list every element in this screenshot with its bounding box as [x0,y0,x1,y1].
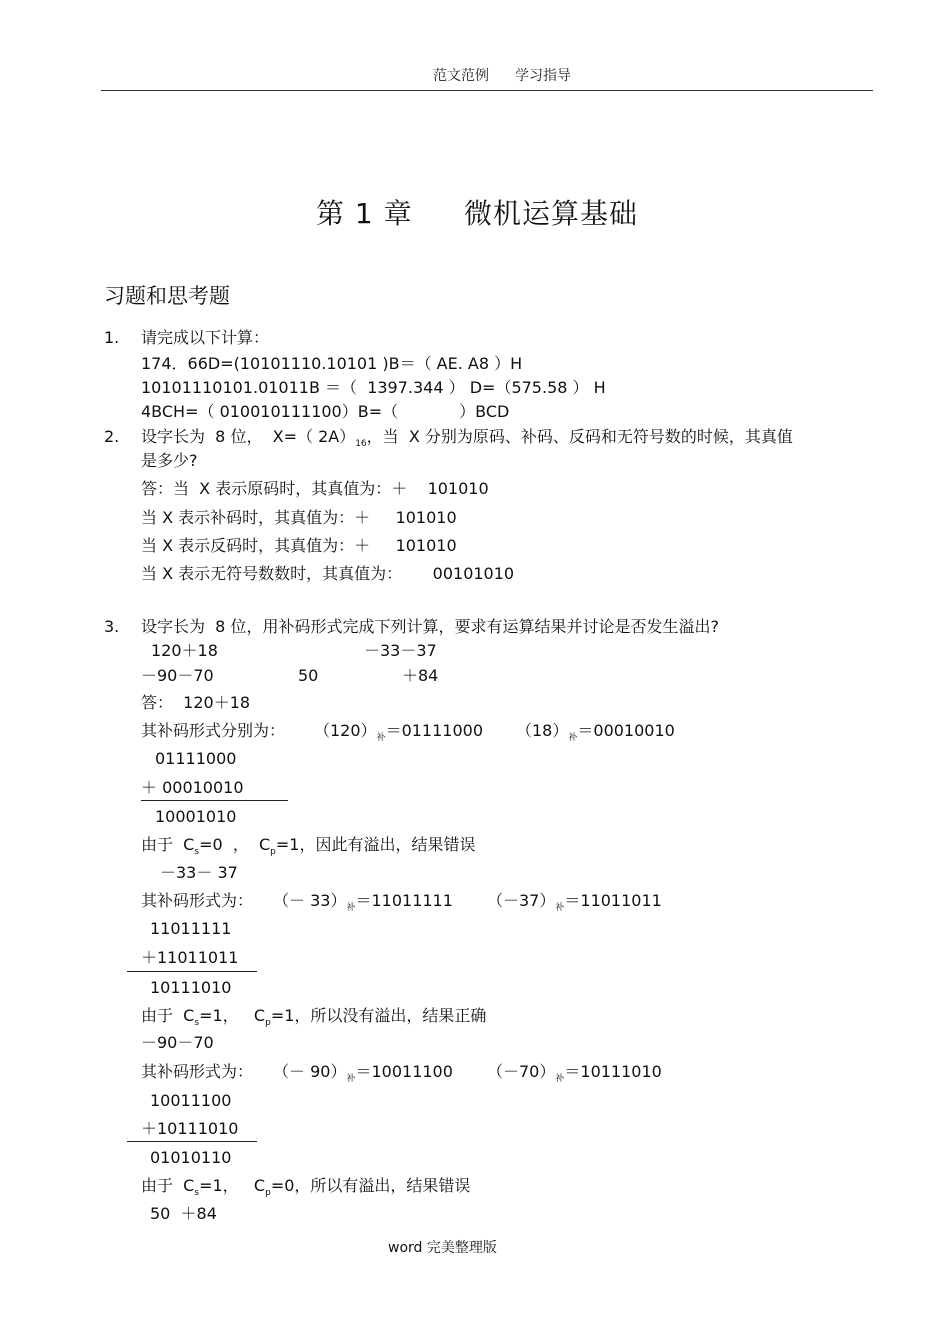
p1-forms-label: 其补码形式分别为： [141,721,286,740]
chapter-number: 第 1 章 [316,197,413,230]
p1-sum-line [141,800,288,801]
p3-operand-1: 10011100 [150,1091,232,1110]
p2-expr: －33－ 37 [160,863,238,882]
q3-answer-label: 答： 120＋18 [141,693,251,712]
header-rule [101,90,873,91]
q2-answer-4: 当 X 表示无符号数数时，其真值为： 00101010 [141,564,515,583]
q3-expr-1: 120＋18 [151,641,218,660]
p3-complement-a: （－ $90)_补=10011100$ [273,1062,453,1084]
q2-number: 2. [104,427,120,446]
q1-line-1: 174．66D=(10101110.10101 )B＝（ AE. A8 ）H [141,354,523,373]
q3-expr-3: －90－70 [141,666,214,685]
p3-expr: －90－70 [141,1033,214,1052]
q2-text: 设字长为 8 位， X=（ $2A)_{16}$，当 X 分别为原码、补码、反码和无符号数的时候，其真值 [141,427,793,449]
p3-conclusion: 由于 $C_s=1$， $C_p=0$，所以有溢出，结果错误 [141,1176,471,1198]
p2-sum-line [127,971,257,972]
q1-line-3: 4BCH=（ 010010111100）B=（ ）BCD [141,402,510,421]
p3-result: 01010110 [150,1148,232,1167]
p2-result: 10111010 [150,978,232,997]
p2-complement-a: （－ $33)_补=11011111$ [273,891,453,913]
chapter-title: 微机运算基础 [464,197,639,230]
p2-forms-label: 其补码形式为： [141,891,254,910]
p2-conclusion: 由于 $C_s=1$， $C_p=1$，所以没有溢出，结果正确 [141,1006,487,1028]
q3-expr-5: ＋84 [402,666,439,685]
p1-operand-1: 01111000 [155,749,237,768]
p3-sum-line [127,1141,257,1142]
p1-operand-2: ＋ 00010010 [141,778,244,797]
q1-line-2: 10101110101.01011B ＝（ 1397.344 ） D=（575.58 ） H [141,378,606,397]
p3-complement-b: $(-70)_补=10111010$ [487,1062,662,1084]
q3-text: 设字长为 8 位，用补码形式完成下列计算，要求有运算结果并讨论是否发生溢出? [141,617,719,636]
section-title: 习题和思考题 [104,284,230,308]
p3-forms-label: 其补码形式为： [141,1062,254,1081]
q1-number: 1. [104,328,120,347]
p2-operand-2: ＋11011011 [141,948,239,967]
q3-expr-2: －33－37 [364,641,437,660]
q2-answer-2: 当 X 表示补码时，其真值为：＋ 101010 [141,508,457,527]
p1-conclusion: 由于 $C_s=0$ ， $C_p=1$，因此有溢出，结果错误 [141,835,476,857]
q1-text: 请完成以下计算： [141,328,270,347]
q3-expr-4: 50 [298,666,319,685]
p1-complement-b: $(18)_补=00010010$ [516,721,675,743]
page-footer: word 完美整理版 [388,1240,497,1256]
q2-answer-3: 当 X 表示反码时，其真值为：＋ 101010 [141,536,457,555]
header-right: 学习指导 [515,68,571,84]
q2-answer-1: 答：当 X 表示原码时，其真值为：＋ 101010 [141,479,489,498]
p2-complement-b: $(-37)_补=11011011$ [487,891,662,913]
p3-operand-2: ＋10111010 [141,1119,239,1138]
header-left: 范文范例 [433,68,489,84]
p1-complement-a: $(120)_补=01111000$ [314,721,484,743]
p4-expr: 50 ＋84 [150,1204,217,1223]
p1-result: 10001010 [155,807,237,826]
p2-operand-1: 11011111 [150,919,232,938]
q3-number: 3. [104,617,120,636]
q2-text-continued: 是多少? [141,451,198,470]
